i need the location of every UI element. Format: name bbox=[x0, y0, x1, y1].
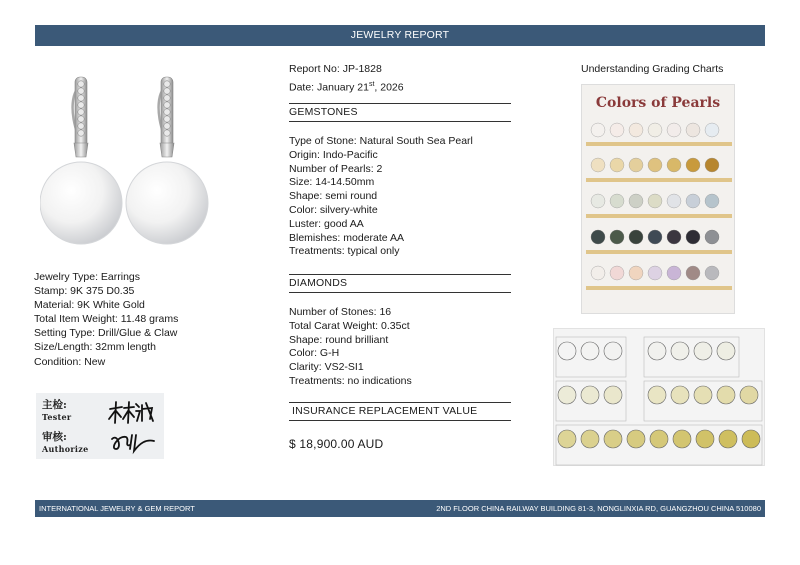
spec-size-length: Size/Length: 32mm length bbox=[34, 341, 156, 354]
report-header-banner: JEWELRY REPORT bbox=[35, 25, 765, 46]
report-meta bbox=[289, 62, 404, 96]
diamond-shape: Shape: round brilliant bbox=[289, 333, 389, 346]
divider bbox=[289, 103, 511, 104]
diamonds-section-title: DIAMONDS bbox=[289, 277, 348, 289]
diamond-count: Number of Stones: 16 bbox=[289, 306, 392, 318]
divider bbox=[289, 420, 511, 421]
handwritten-signatures bbox=[106, 399, 158, 455]
spec-jewelry-type: Jewelry Type: Earrings bbox=[34, 271, 141, 283]
diamond-carat: Total Carat Weight: 0.35ct bbox=[289, 319, 410, 332]
left-earring bbox=[40, 77, 122, 244]
authorize-label-en: Authorize bbox=[42, 444, 89, 454]
gem-treatments: Treatments: typical only bbox=[289, 245, 400, 258]
report-number: Report No: JP-1828 bbox=[289, 63, 382, 75]
spec-setting-type: Setting Type: Drill/Glue & Claw bbox=[34, 327, 178, 340]
pearl-swatches bbox=[582, 85, 736, 315]
spec-condition: Condition: New bbox=[34, 355, 106, 368]
pearl-chart-heading: Colors of Pearls bbox=[595, 95, 721, 111]
footer-bar bbox=[35, 500, 765, 517]
footer-organization: INTERNATIONAL JEWELRY & GEM REPORT bbox=[39, 504, 195, 513]
gem-luster: Luster: good AA bbox=[289, 217, 364, 230]
gemstones-section-title: GEMSTONES bbox=[289, 106, 358, 118]
gem-origin: Origin: Indo-Pacific bbox=[289, 148, 378, 161]
divider bbox=[289, 274, 511, 275]
authorize-label-cn: 审核: bbox=[42, 431, 67, 443]
insurance-section-title: INSURANCE REPLACEMENT VALUE bbox=[292, 405, 478, 417]
report-date: Date: January 21st, 2026 bbox=[289, 81, 404, 94]
gemstones-details bbox=[289, 135, 473, 259]
diamond-treatments: Treatments: no indications bbox=[289, 374, 412, 387]
diamond-color-chart bbox=[553, 328, 765, 466]
tester-label-cn: 主检: bbox=[42, 399, 67, 411]
divider bbox=[289, 292, 511, 293]
earrings-photo bbox=[40, 65, 215, 265]
spec-stamp: Stamp: 9K 375 D0.35 bbox=[34, 285, 135, 298]
diamond-clarity: Clarity: VS2-SI1 bbox=[289, 361, 364, 374]
tester-label-en: Tester bbox=[42, 412, 72, 422]
footer-address: 2ND FLOOR CHINA RAILWAY BUILDING 81-3, NONGLINXIA RD, GUANGZHOU CHINA 510080 bbox=[436, 504, 761, 513]
gem-size: Size: 14-14.50mm bbox=[289, 176, 375, 189]
item-specs bbox=[34, 270, 178, 369]
signature-block bbox=[36, 393, 164, 459]
right-earring bbox=[126, 77, 208, 244]
pearl-color-chart bbox=[581, 84, 735, 314]
spec-material: Material: 9K White Gold bbox=[34, 299, 145, 312]
gem-shape: Shape: semi round bbox=[289, 190, 378, 203]
gem-blemishes: Blemishes: moderate AA bbox=[289, 231, 404, 244]
insurance-value: $ 18,900.00 AUD bbox=[289, 437, 384, 451]
gem-color: Color: silvery-white bbox=[289, 203, 378, 216]
spec-total-weight: Total Item Weight: 11.48 grams bbox=[34, 313, 179, 326]
divider bbox=[289, 402, 511, 403]
gem-type: Type of Stone: Natural South Sea Pearl bbox=[289, 135, 473, 147]
diamond-swatches bbox=[554, 329, 766, 467]
gem-count: Number of Pearls: 2 bbox=[289, 162, 383, 175]
diamond-color: Color: G-H bbox=[289, 347, 340, 360]
diamonds-details bbox=[289, 306, 412, 389]
grading-charts-title: Understanding Grading Charts bbox=[581, 63, 724, 75]
divider bbox=[289, 121, 511, 122]
